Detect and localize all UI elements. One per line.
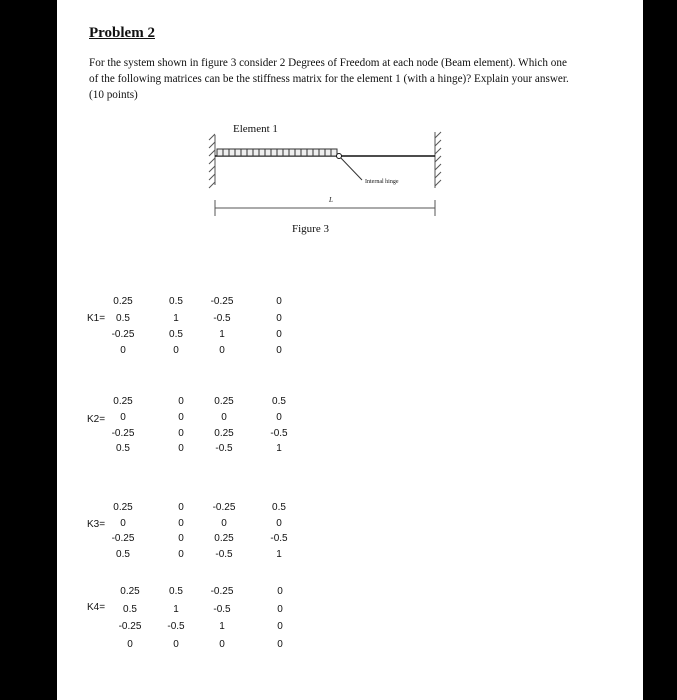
hinge-label: Internal hinge: [365, 179, 399, 185]
matrix-cell: 0: [277, 639, 283, 650]
matrix-cell: 0.25: [113, 502, 133, 513]
matrix-cell: 1: [219, 329, 225, 340]
matrix-cell: 0.5: [169, 329, 183, 340]
matrix-cell: 1: [173, 604, 179, 615]
matrix-cell: 0: [276, 296, 282, 307]
matrix-cell: 0.25: [113, 396, 133, 407]
problem-title: Problem 2: [89, 25, 155, 41]
matrix-cell: 0.5: [272, 396, 286, 407]
matrix-cell: 0: [277, 604, 283, 615]
matrix-cell: 0: [178, 518, 184, 529]
matrix-cell: 0.25: [113, 296, 133, 307]
matrix-cell: 0.5: [116, 549, 130, 560]
matrix-k3-label: K3=: [87, 519, 106, 530]
matrix-cell: 0: [277, 586, 283, 597]
matrix-cell: 0.25: [214, 396, 234, 407]
hinge-icon: [337, 154, 342, 159]
matrix-cell: 0: [276, 329, 282, 340]
problem-statement: For the system shown in figure 3 consider 2 Degrees of Freedom at each node (Beam element). Which one of the following matrices can be the stiffness matrix for the element 1 (with a hinge)? Explain your answer. (10 points): [89, 57, 569, 101]
length-dimension: [215, 200, 435, 216]
matrix-cell: 0: [120, 518, 126, 529]
left-black-border: [0, 0, 57, 700]
matrix-cell: 0: [127, 639, 133, 650]
matrix-cell: 0.5: [169, 586, 183, 597]
matrix-cell: 0: [221, 412, 227, 423]
matrix-cell: 0: [219, 639, 225, 650]
matrix-cell: 1: [276, 549, 282, 560]
matrix-cell: -0.5: [270, 533, 288, 544]
matrix-cell: -0.5: [213, 313, 231, 324]
matrix-k4-label: K4=: [87, 602, 106, 613]
matrix-cell: 1: [219, 621, 225, 632]
matrix-cell: 0.5: [169, 296, 183, 307]
matrix-cell: -0.25: [111, 428, 135, 439]
matrix-cell: 0.25: [120, 586, 140, 597]
matrix-cell: 1: [276, 443, 282, 454]
length-label: L: [329, 196, 333, 204]
matrix-cell: 0: [178, 443, 184, 454]
matrix-cell: 0: [178, 428, 184, 439]
matrix-cell: -0.25: [118, 621, 142, 632]
figure-caption: Figure 3: [292, 223, 329, 235]
matrix-cell: 0.5: [116, 313, 130, 324]
matrix-cell: 0: [221, 518, 227, 529]
matrix-cell: 0: [178, 533, 184, 544]
matrix-cell: 0.5: [123, 604, 137, 615]
matrix-k2-label: K2=: [87, 414, 106, 425]
document-page: [57, 0, 643, 700]
matrix-cell: 0: [173, 345, 179, 356]
matrix-cell: 0: [120, 345, 126, 356]
matrix-cell: 0: [276, 345, 282, 356]
matrix-cell: 0.25: [214, 428, 234, 439]
matrix-cell: -0.5: [270, 428, 288, 439]
element-1-segment: [217, 149, 337, 156]
hinge-pointer: [339, 156, 362, 180]
matrix-cell: -0.5: [215, 443, 233, 454]
matrix-cell: 0: [178, 412, 184, 423]
matrix-cell: -0.5: [215, 549, 233, 560]
matrix-k1-label: K1=: [87, 313, 106, 324]
matrix-cell: -0.25: [212, 502, 236, 513]
matrix-cell: 1: [173, 313, 179, 324]
matrix-cell: 0: [277, 621, 283, 632]
matrix-cell: 0: [120, 412, 126, 423]
matrix-cell: 0: [173, 639, 179, 650]
matrix-cell: -0.25: [210, 586, 234, 597]
matrix-cell: -0.25: [111, 533, 135, 544]
matrix-cell: 0: [178, 502, 184, 513]
matrix-cell: 0.25: [214, 533, 234, 544]
matrix-cell: 0.5: [272, 502, 286, 513]
left-fixed-support: [209, 134, 215, 188]
matrix-cell: 0: [178, 396, 184, 407]
matrix-cell: 0: [276, 518, 282, 529]
matrix-cell: 0: [276, 412, 282, 423]
matrix-cell: -0.25: [111, 329, 135, 340]
matrix-cell: 0: [219, 345, 225, 356]
matrix-cell: 0: [178, 549, 184, 560]
right-fixed-support: [435, 132, 441, 188]
matrix-cell: -0.5: [167, 621, 185, 632]
matrix-cell: 0: [276, 313, 282, 324]
matrix-cell: 0.5: [116, 443, 130, 454]
element-label: Element 1: [233, 123, 278, 135]
matrix-cell: -0.5: [213, 604, 231, 615]
matrix-cell: -0.25: [210, 296, 234, 307]
right-black-border: [643, 0, 677, 700]
